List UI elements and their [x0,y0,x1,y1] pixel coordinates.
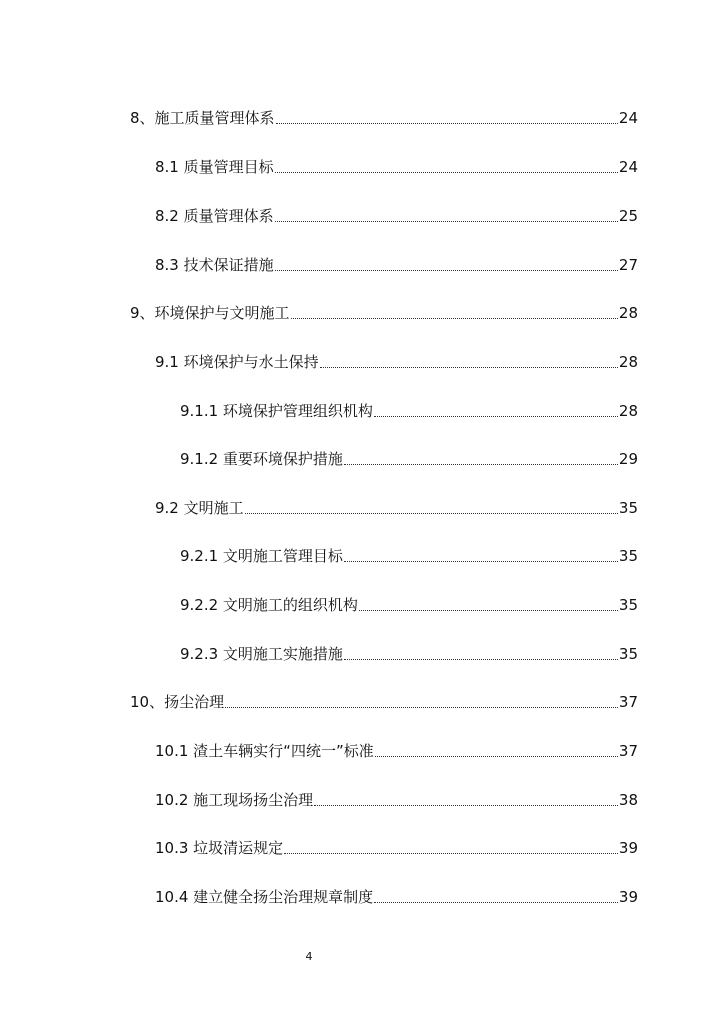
toc-entry[interactable] [155,348,638,372]
toc-entry-title: 9.2 文明施工 [155,499,244,517]
toc-entry-page-number: 28 [618,402,638,420]
toc-entry-page-number: 24 [618,158,638,176]
toc-entry[interactable] [130,299,638,323]
toc-entry-page-number: 38 [618,791,638,809]
toc-entry[interactable] [130,104,638,128]
toc-entry-page-number: 35 [618,645,638,663]
toc-dot-leader [359,610,618,611]
toc-dot-leader [275,221,618,222]
toc-entry-title: 9.1 环境保护与水土保持 [155,353,319,371]
toc-entry-title: 9.2.2 文明施工的组织机构 [180,596,358,614]
toc-dot-leader [314,805,618,806]
toc-entry-title: 10、扬尘治理 [130,693,225,711]
toc-dot-leader [225,707,618,708]
toc-entry-page-number: 35 [618,596,638,614]
toc-entry-title: 9.1.2 重要环境保护措施 [180,450,343,468]
toc-entry[interactable] [155,202,638,226]
toc-dot-leader [275,172,618,173]
toc-entry-title: 8、施工质量管理体系 [130,109,275,127]
toc-entry[interactable] [180,591,638,615]
toc-dot-leader [291,318,618,319]
toc-entry-title: 10.4 建立健全扬尘治理规章制度 [155,888,374,906]
toc-dot-leader [374,416,618,417]
toc-entry-page-number: 35 [618,499,638,517]
toc-entry-page-number: 28 [618,304,638,322]
toc-entry-title: 9.1.1 环境保护管理组织机构 [180,402,373,420]
toc-entry-page-number: 27 [618,256,638,274]
toc-entry-page-number: 25 [618,207,638,225]
toc-entry[interactable] [130,688,638,712]
toc-entry-title: 8.1 质量管理目标 [155,158,274,176]
toc-entry[interactable] [180,397,638,421]
toc-entry-title: 10.3 垃圾清运规定 [155,839,284,857]
toc-entry-page-number: 24 [618,109,638,127]
toc-entry[interactable] [180,640,638,664]
toc-entry-title: 10.2 施工现场扬尘治理 [155,791,314,809]
toc-entry-page-number: 37 [618,693,638,711]
toc-dot-leader [375,756,618,757]
toc-entry-page-number: 39 [618,888,638,906]
toc-entry[interactable] [155,786,638,810]
toc-dot-leader [374,902,618,903]
toc-dot-leader [320,367,618,368]
toc-dot-leader [344,659,618,660]
toc-dot-leader [284,853,618,854]
toc-entry-title: 10.1 渣土车辆实行“四统一”标准 [155,742,374,760]
toc-entry[interactable] [180,542,638,566]
toc-entry-page-number: 29 [618,450,638,468]
toc-entry-title: 9、环境保护与文明施工 [130,304,290,322]
toc-entry-page-number: 39 [618,839,638,857]
toc-entry-page-number: 35 [618,547,638,565]
footer-page-number: 4 [305,950,313,963]
toc-dot-leader [276,123,618,124]
toc-entry[interactable] [155,737,638,761]
toc-entry-title: 9.2.1 文明施工管理目标 [180,547,343,565]
toc-entry[interactable] [155,834,638,858]
toc-dot-leader [275,270,618,271]
toc-entry[interactable] [155,153,638,177]
toc-entry-title: 8.3 技术保证措施 [155,256,274,274]
toc-dot-leader [344,464,618,465]
toc-entry[interactable] [155,494,638,518]
toc-entry[interactable] [155,883,638,907]
toc-entry[interactable] [180,445,638,469]
toc-entry-page-number: 28 [618,353,638,371]
toc-dot-leader [245,513,618,514]
toc-entry-title: 8.2 质量管理体系 [155,207,274,225]
toc-entry[interactable] [155,251,638,275]
toc-dot-leader [344,561,618,562]
toc-entry-page-number: 37 [618,742,638,760]
toc-entry-title: 9.2.3 文明施工实施措施 [180,645,343,663]
